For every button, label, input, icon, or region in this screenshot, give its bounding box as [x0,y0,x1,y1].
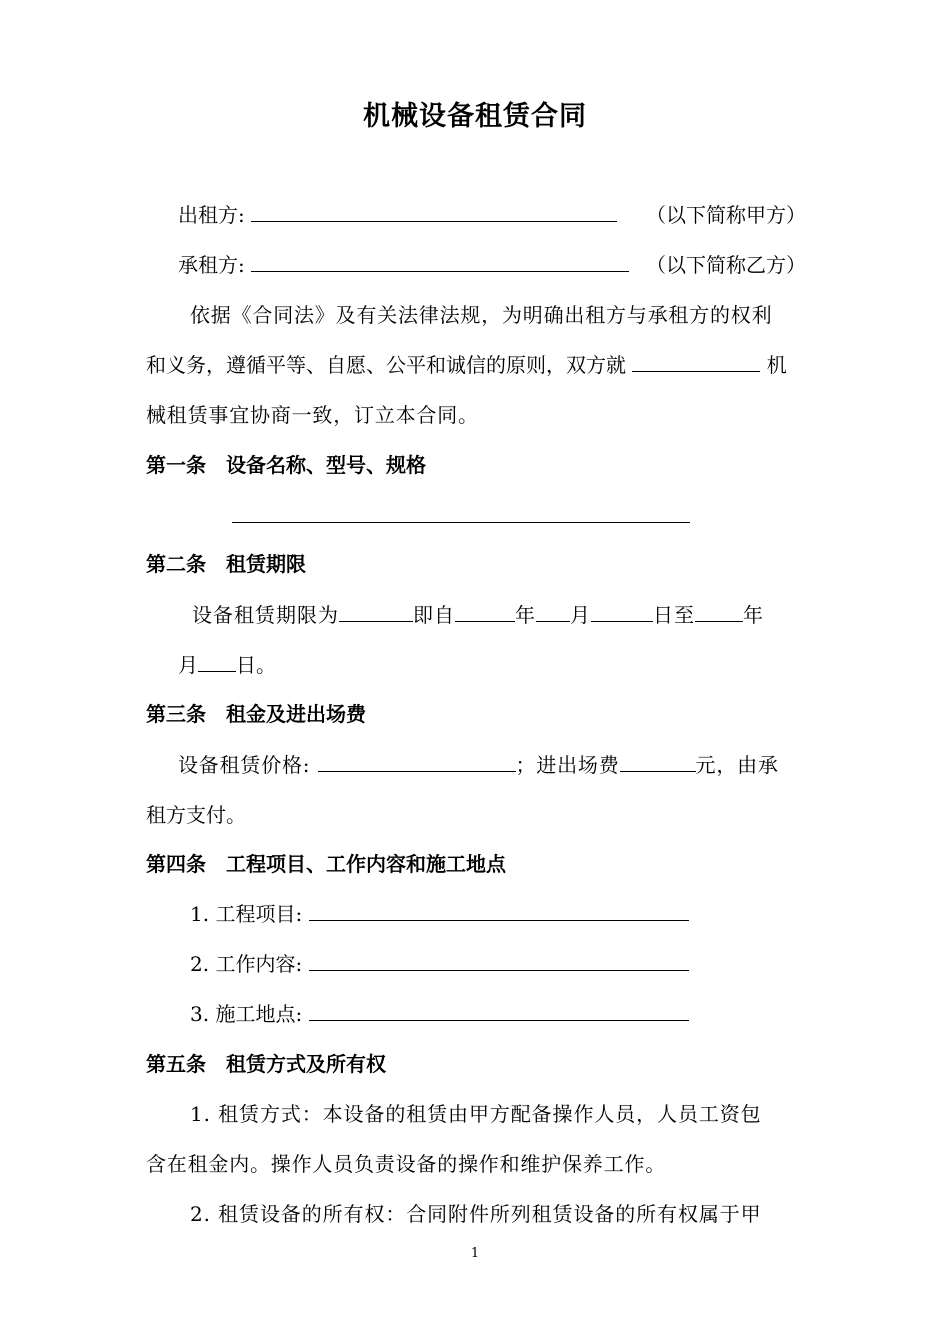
rent-line-1 [178,751,779,779]
intro-line-1: 依据《合同法》及有关法律法规，为明确出租方与承租方的权利 [190,303,773,327]
end-day-blank [198,651,236,672]
lease-mode-line-2: 含在租金内。操作人员负责设备的操作和维护保养工作。 [146,1152,666,1176]
article-1-heading: 第一条 设备名称、型号、规格 [146,453,426,477]
end-month-text: 月 [178,653,198,677]
start-month-blank [536,601,570,622]
ownership-line-1: 2. 租赁设备的所有权：合同附件所列租赁设备的所有权属于甲 [190,1202,762,1226]
project-item [190,900,689,928]
item-number: 1. [190,902,210,926]
work-content-label: 工作内容: [215,952,303,976]
site-blank [309,1000,689,1021]
article-4-heading: 第四条 工程项目、工作内容和施工地点 [146,852,506,876]
price-label: 设备租赁价格: [178,753,311,777]
fee-blank [620,751,696,772]
year-text: 年 [515,603,536,627]
site-item [190,1000,689,1028]
article-2-heading: 第二条 租赁期限 [146,552,306,576]
work-content-blank [309,950,689,971]
term-blank [339,601,413,622]
lessor-blank [251,201,617,222]
intro-line-2-text: 和义务，遵循平等、自愿、公平和诚信的原则，双方就 [146,353,626,377]
machine-blank [632,351,760,372]
work-content-item [190,950,689,978]
lessor-suffix: （以下简称甲方） [646,203,806,227]
fee-unit: 元，由承 [695,753,779,777]
lessee-suffix: （以下简称乙方） [646,253,806,277]
end-day-text: 日。 [236,653,276,677]
intro-line-3: 械租赁事宜协商一致，订立本合同。 [146,403,479,427]
lease-from-text: 即自 [413,603,455,627]
lease-term-line-1 [192,601,764,629]
lessee-blank [251,251,629,272]
project-label: 工程项目: [215,902,303,926]
price-blank [318,751,516,772]
intro-line-2-end: 机 [766,353,787,377]
page-title: 机械设备租赁合同 [363,101,587,132]
end-year-blank [695,601,743,622]
lessor-label: 出租方: [178,203,245,227]
lease-term-text: 设备租赁期限为 [192,603,339,627]
lessor-line [178,201,617,229]
intro-line-2 [146,351,787,379]
start-year-blank [455,601,515,622]
page-number: 1 [470,1246,480,1261]
rent-line-2: 租方支付。 [146,803,246,827]
end-year-text: 年 [743,603,764,627]
lease-term-line-2 [178,651,276,679]
item-number: 3. [190,1002,210,1026]
month-text: 月 [570,603,591,627]
lessee-line [178,251,629,279]
article-5-heading: 第五条 租赁方式及所有权 [146,1052,386,1076]
item-number: 2. [190,952,210,976]
equipment-blank [232,522,690,523]
project-blank [309,900,689,921]
lessee-label: 承租方: [178,253,245,277]
site-label: 施工地点: [215,1002,303,1026]
article-3-heading: 第三条 租金及进出场费 [146,702,366,726]
day-to-text: 日至 [653,603,695,627]
start-day-blank [591,601,653,622]
fee-label: ；进出场费 [515,753,620,777]
lease-mode-line-1: 1. 租赁方式：本设备的租赁由甲方配备操作人员，人员工资包 [190,1102,762,1126]
